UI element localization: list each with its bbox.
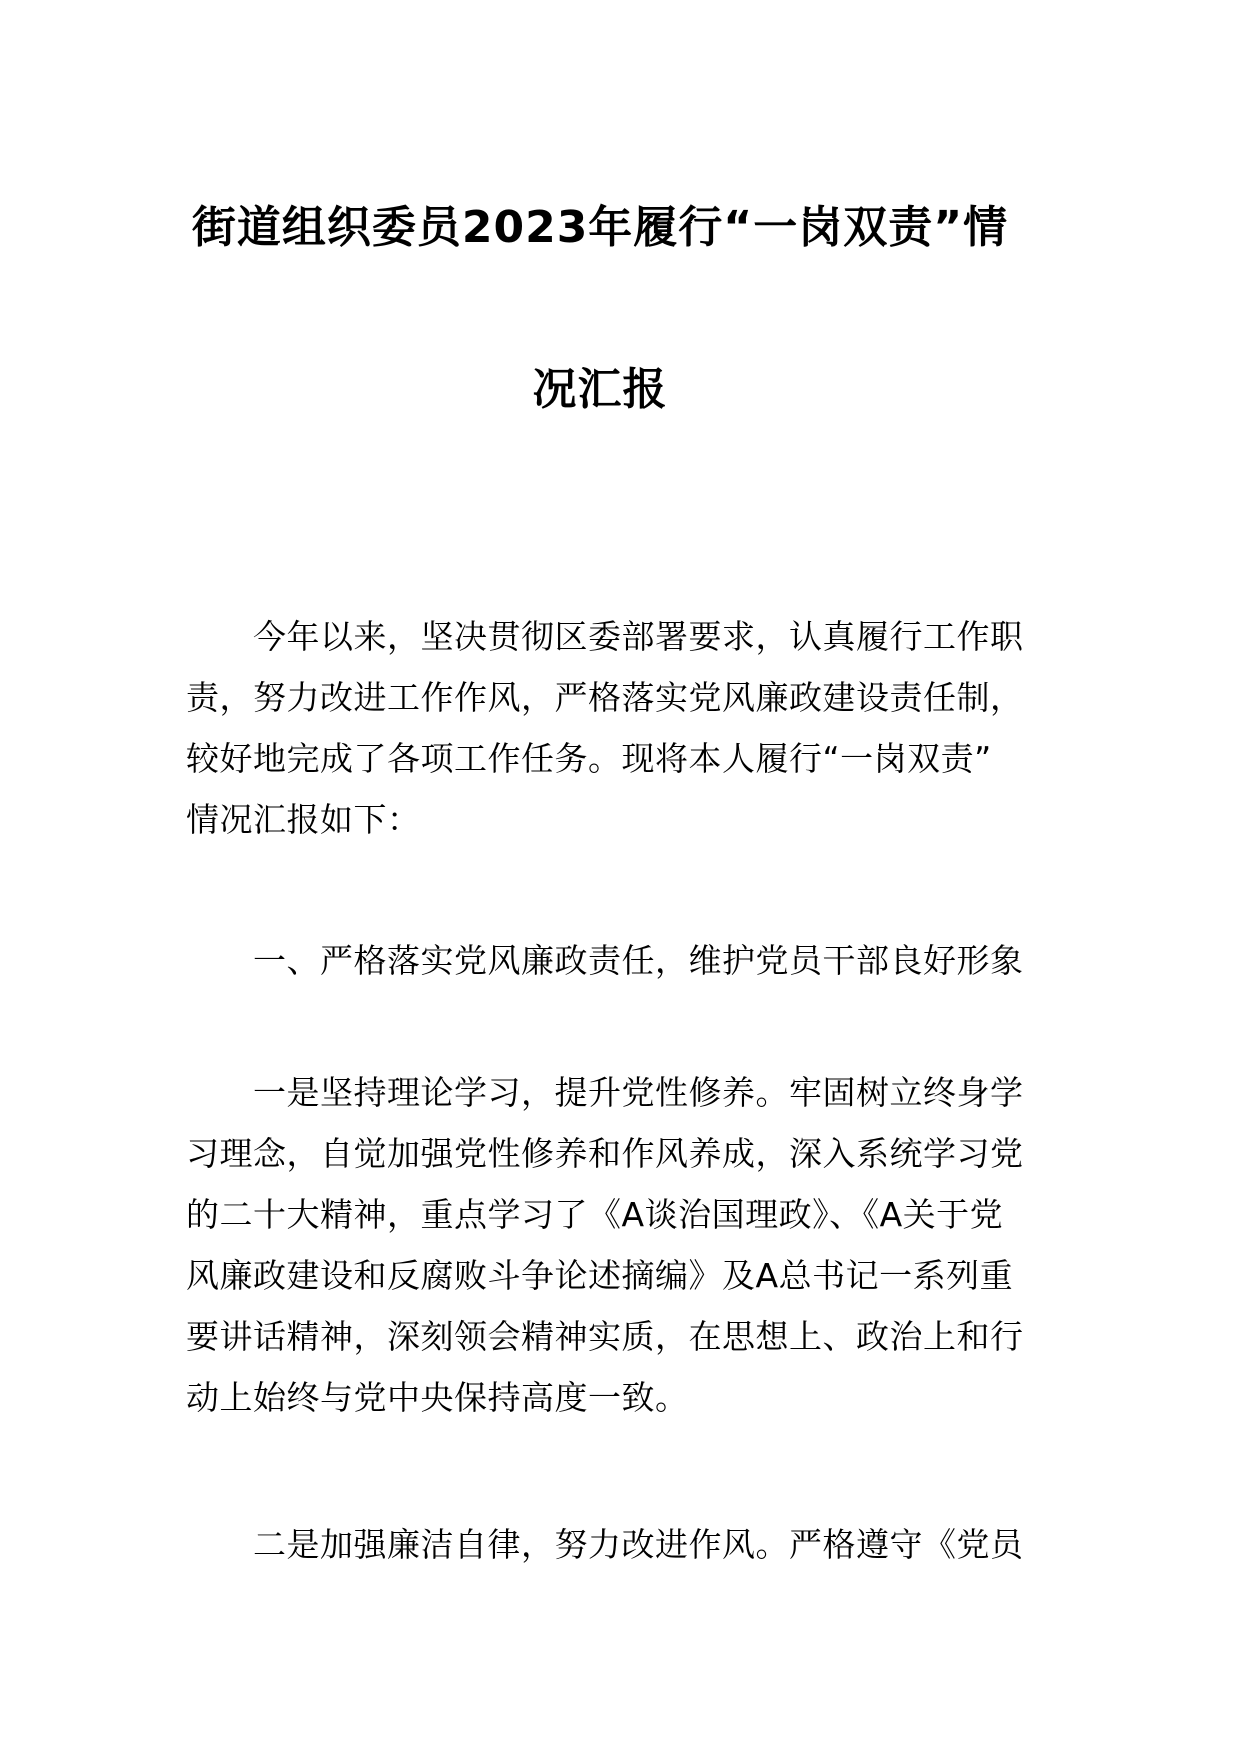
point-1-paragraph	[186, 1062, 1066, 1428]
text-line: 情况汇报如下：	[186, 800, 421, 839]
text-line: 要讲话精神，深刻领会精神实质，在思想上、政治上和行	[186, 1317, 1024, 1356]
document-title-line-2: 况汇报	[532, 364, 668, 415]
text-line: 习理念，自觉加强党性修养和作风养成，深入系统学习党	[186, 1134, 1024, 1173]
point-2-paragraph	[186, 1514, 1066, 1575]
text-line: 的二十大精神，重点学习了《A谈治国理政》、《A关于党	[186, 1195, 1004, 1234]
text-line: 动上始终与党中央保持高度一致。	[186, 1378, 689, 1417]
text-line: 一、严格落实党风廉政责任，维护党员干部良好形象	[186, 941, 1024, 980]
text-line: 二是加强廉洁自律，努力改进作风。严格遵守《党员	[186, 1525, 1024, 1564]
document-title-line-1: 街道组织委员2023年履行“一岗双责”情	[191, 202, 1009, 253]
text-line: 一是坚持理论学习，提升党性修养。牢固树立终身学	[186, 1073, 1024, 1112]
text-line: 风廉政建设和反腐败斗争论述摘编》及A总书记一系列重	[186, 1256, 1014, 1295]
text-line: 责，努力改进工作作风，严格落实党风廉政建设责任制，	[186, 678, 1024, 717]
text-line: 今年以来，坚决贯彻区委部署要求，认真履行工作职	[186, 617, 1024, 656]
text-line: 较好地完成了各项工作任务。现将本人履行“一岗双责”	[186, 739, 992, 778]
section-heading-1	[186, 930, 1066, 991]
intro-paragraph	[186, 606, 1066, 850]
